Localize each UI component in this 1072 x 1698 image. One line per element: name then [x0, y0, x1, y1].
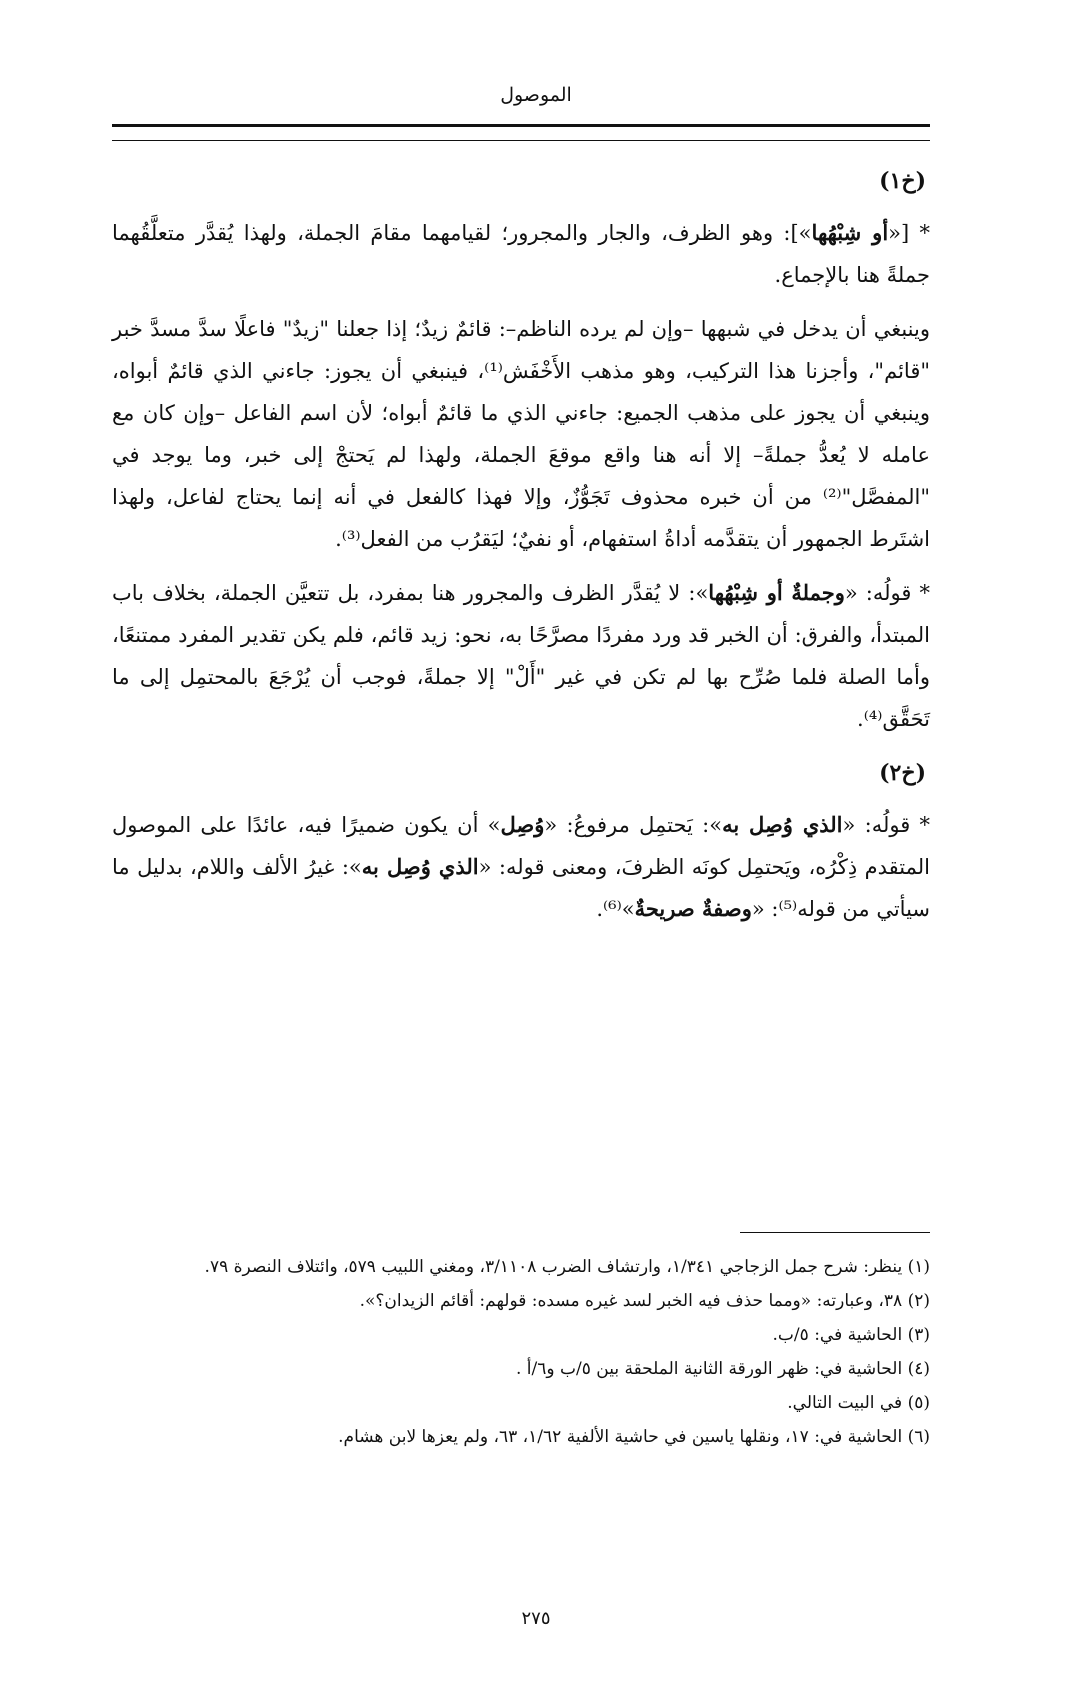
- footnote: (١) ينظر: شرح جمل الزجاجي ١/٣٤١، وارتشاف الضرب ٣/١١٠٨، ومغني اللبيب ٥٧٩، وائتلاف النصرة ٧٩.: [204, 1257, 930, 1277]
- footnote: (٦) الحاشية في: ١٧، ونقلها ياسين في حاشية الألفية ١/٦٢، ٦٣، ولم يعزها لابن هشام.: [338, 1427, 930, 1447]
- page-number: ٢٧٥: [521, 1608, 551, 1629]
- quoted-term: وُصِل: [500, 812, 545, 837]
- footnote: (٣) الحاشية في: ٥/ب.: [772, 1325, 930, 1345]
- text-run: »: لا يُقدَّر الظرف والمجرور هنا بمفرد، بل تتعيَّن الجملة، بخلاف باب المبتدأ، والفرق: أن الخبر قد ورد مفردًا مصرَّحًا به، نحو: زيد قائم، فلم يكن تقدير المفرد ممتنعًا، وأما الصلة فلما صُرِّح بها لم تكن في غير "أَلْ" إلا جملةً، فوجب أن يُرْجَعَ بالمحتمِل إلى ما تَحَقَّق⁽⁴⁾.: [112, 581, 930, 731]
- footnote-separator: [740, 1232, 930, 1233]
- text-run: »: يَحتمِل مرفوعُ: «: [544, 813, 723, 837]
- text-run: * قولُه: «: [842, 813, 930, 837]
- footnote: (٥) في البيت التالي.: [787, 1393, 930, 1413]
- paragraph: [112, 212, 930, 296]
- text-run: »⁽⁶⁾.: [596, 897, 635, 921]
- text-run: » أن يكون ضميرًا فيه، عائدًا على الموصول المتقدم ذِكْرُه، ويَحتمِل كونَه الظرفَ، ومعنى قوله: «: [112, 813, 930, 879]
- section-label-kh2: (خ٢): [879, 760, 926, 786]
- quoted-term: الذي وُصِل به: [722, 812, 843, 837]
- header-rule-thick: [112, 124, 930, 127]
- quoted-term: وصفةٌ صريحةٌ: [634, 896, 752, 921]
- paragraph: [112, 572, 930, 740]
- quoted-term: أو شِبْهُها: [811, 220, 889, 245]
- running-header-title: الموصول: [500, 84, 572, 106]
- quoted-term: الذي وُصِل به: [361, 854, 479, 879]
- footnote: (٤) الحاشية في: ظهر الورقة الثانية الملحقة بين ٥/ب و٦/أ .: [515, 1359, 930, 1379]
- text-run: * قولُه: «: [844, 581, 930, 605]
- main-text: [112, 160, 930, 942]
- footnotes: [112, 1250, 930, 1454]
- section-label-kh1: (خ١): [879, 168, 926, 194]
- text-run: »: غيرُ الألف واللام، بدليل ما سيأتي من قوله⁽⁵⁾: «: [112, 855, 930, 921]
- quoted-term: وجملةٌ أو شِبْهُها: [708, 580, 845, 605]
- footnote: (٢) ٣٨، وعبارته: «ومما حذف فيه الخبر لسد غيره مسده: قولهم: أقائم الزيدان؟».: [359, 1291, 930, 1311]
- paragraph: [112, 804, 930, 930]
- header-rule-thin: [112, 140, 930, 141]
- paragraph: وينبغي أن يدخل في شبهها –وإن لم يرده الناظم–: قائمٌ زيدٌ؛ إذا جعلنا "زيدٌ" فاعلًا سدَّ مسدَّ خبر "قائم"، وأجزنا هذا التركيب، وهو مذهب الأَخْفَش⁽¹⁾، فينبغي أن يجوز: جاءني الذي قائمٌ أبواه، وينبغي أن يجوز على مذهب الجميع: جاءني الذي ما قائمٌ أبواه؛ لأن اسم الفاعل –وإن كان مع عامله لا يُعدُّ جملةً– إلا أنه هنا واقع موقعَ الجملة، ولهذا لم يَحتجْ إلى خبر، وما يوجد في "المفصَّل"⁽²⁾ من أن خبره محذوف تَجَوُّزٌ، وإلا فهذا كالفعل في أنه إنما يحتاج لفاعل، ولهذا اشتَرط الجمهور أن يتقدَّمه أداةُ استفهام، أو نفيٌ؛ ليَقرُب من الفعل⁽³⁾.: [112, 317, 931, 551]
- text-run: »]: وهو الظرف، والجار والمجرور؛ لقيامهما مقامَ الجملة، ولهذا يُقدَّر متعلَّقُهما جملةً هنا بالإجماع.: [112, 221, 930, 287]
- text-run: * [«: [888, 221, 931, 245]
